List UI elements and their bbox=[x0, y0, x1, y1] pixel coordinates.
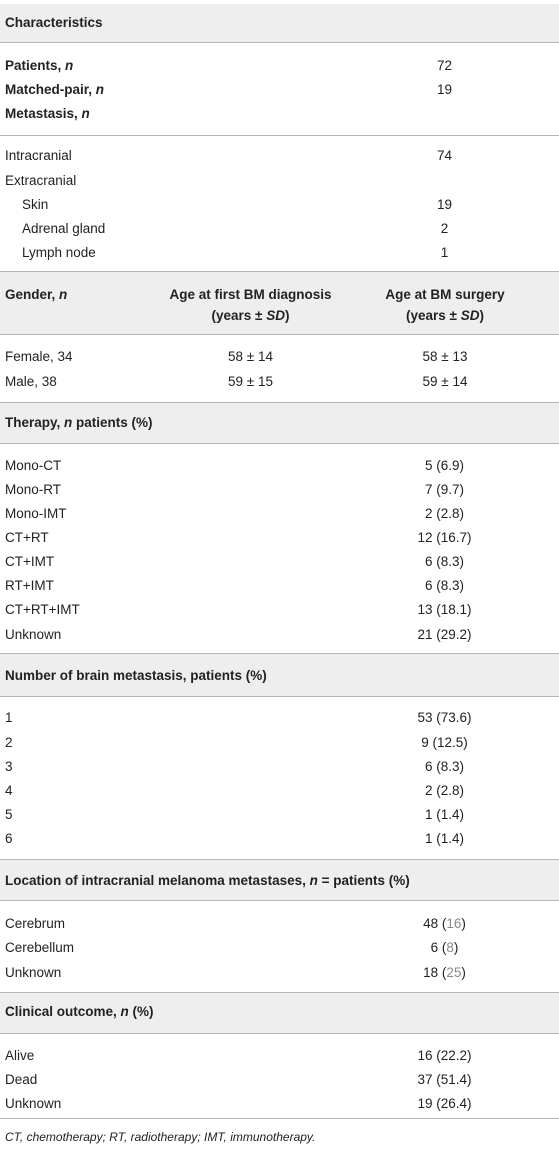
table-row-value: 21 (29.2) bbox=[417, 627, 472, 642]
table-row-value: 1 (1.4) bbox=[424, 807, 465, 822]
divider bbox=[0, 42, 559, 43]
table-row-value: 1 (1.4) bbox=[424, 831, 465, 846]
table-row-value: 16 (22.2) bbox=[417, 1048, 472, 1063]
row-male-age-first: 59 ± 15 bbox=[228, 374, 273, 389]
table-row-value: 6 (8) bbox=[430, 940, 459, 955]
table-row-value: 7 (9.7) bbox=[424, 482, 465, 497]
table-row-value: 6 (8.3) bbox=[424, 759, 465, 774]
divider bbox=[0, 334, 559, 335]
table-row-label: 1 bbox=[5, 710, 13, 725]
table-row-label: Mono-RT bbox=[5, 482, 62, 497]
divider bbox=[0, 135, 559, 136]
row-metastasis-label: Metastasis, n bbox=[5, 106, 90, 121]
row-male-age-surgery: 59 ± 14 bbox=[422, 374, 468, 389]
table-row-label: 2 bbox=[5, 735, 13, 750]
header-location: Location of intracranial melanoma metastases, n = patients (%) bbox=[5, 873, 410, 888]
header-therapy: Therapy, n patients (%) bbox=[5, 415, 153, 430]
table-row-value: 2 (2.8) bbox=[424, 506, 465, 521]
header-age-first-line1: Age at first BM diagnosis bbox=[169, 287, 332, 302]
row-patients-label: Patients, n bbox=[5, 58, 74, 73]
row-adrenal-value: 2 bbox=[440, 221, 449, 236]
table-row-label: CT+RT bbox=[5, 530, 49, 545]
divider bbox=[0, 900, 559, 901]
header-gender: Gender, n bbox=[5, 287, 68, 302]
table-row-value: 53 (73.6) bbox=[417, 710, 472, 725]
table-row-label: Alive bbox=[5, 1048, 35, 1063]
row-female-age-surgery: 58 ± 13 bbox=[422, 349, 468, 364]
table-row-value: 13 (18.1) bbox=[417, 602, 472, 617]
table-row-value: 19 (26.4) bbox=[417, 1096, 472, 1111]
table-row-label: Cerebrum bbox=[5, 916, 66, 931]
table-row-value: 48 (16) bbox=[423, 916, 466, 931]
table-row-value: 9 (12.5) bbox=[421, 735, 468, 750]
table-row-label: Dead bbox=[5, 1072, 38, 1087]
table-row-label: 6 bbox=[5, 831, 13, 846]
row-adrenal-label: Adrenal gland bbox=[22, 221, 106, 236]
table-row-value: 6 (8.3) bbox=[424, 578, 465, 593]
row-male-label: Male, 38 bbox=[5, 374, 57, 389]
table-row-label: 3 bbox=[5, 759, 13, 774]
table-row-label: 4 bbox=[5, 783, 13, 798]
table-row-value: 2 (2.8) bbox=[424, 783, 465, 798]
table-row-value: 37 (51.4) bbox=[417, 1072, 472, 1087]
table-footnote: CT, chemotherapy; RT, radiotherapy; IMT, immunotherapy. bbox=[5, 1130, 316, 1144]
header-age-surgery-line2: (years ± SD) bbox=[406, 308, 484, 323]
row-matched-value: 19 bbox=[436, 82, 453, 97]
row-lymph-value: 1 bbox=[440, 245, 449, 260]
table-row-label: 5 bbox=[5, 807, 13, 822]
header-brain-metastasis: Number of brain metastasis, patients (%) bbox=[5, 668, 267, 683]
table-row-label: Unknown bbox=[5, 965, 62, 980]
table-row-label: CT+IMT bbox=[5, 554, 55, 569]
header-age-first-line2: (years ± SD) bbox=[211, 308, 290, 323]
header-characteristics: Characteristics bbox=[5, 15, 103, 30]
table-row-value: 5 (6.9) bbox=[424, 458, 465, 473]
row-skin-value: 19 bbox=[436, 197, 453, 212]
table-row-label: Cerebellum bbox=[5, 940, 75, 955]
table-row-label: Unknown bbox=[5, 627, 62, 642]
table-row-label: CT+RT+IMT bbox=[5, 602, 80, 617]
row-lymph-label: Lymph node bbox=[22, 245, 96, 260]
divider bbox=[0, 1033, 559, 1034]
table-row-value: 18 (25) bbox=[423, 965, 466, 980]
row-female-label: Female, 34 bbox=[5, 349, 73, 364]
row-extracranial-label: Extracranial bbox=[5, 173, 77, 188]
row-matched-label: Matched-pair, n bbox=[5, 82, 105, 97]
header-band-gender bbox=[0, 272, 559, 334]
table-row-label: Unknown bbox=[5, 1096, 62, 1111]
row-intracranial-label: Intracranial bbox=[5, 148, 72, 163]
table-row-value: 6 (8.3) bbox=[424, 554, 465, 569]
row-patients-value: 72 bbox=[436, 58, 453, 73]
header-clinical-outcome: Clinical outcome, n (%) bbox=[5, 1004, 154, 1019]
divider bbox=[0, 1118, 559, 1119]
divider bbox=[0, 443, 559, 444]
table-row-label: Mono-IMT bbox=[5, 506, 67, 521]
header-age-surgery-line1: Age at BM surgery bbox=[385, 287, 505, 302]
table-row-value: 12 (16.7) bbox=[417, 530, 472, 545]
row-intracranial-value: 74 bbox=[436, 148, 453, 163]
row-female-age-first: 58 ± 14 bbox=[228, 349, 273, 364]
table-row-label: RT+IMT bbox=[5, 578, 54, 593]
divider bbox=[0, 696, 559, 697]
row-skin-label: Skin bbox=[22, 197, 49, 212]
table-row-label: Mono-CT bbox=[5, 458, 62, 473]
